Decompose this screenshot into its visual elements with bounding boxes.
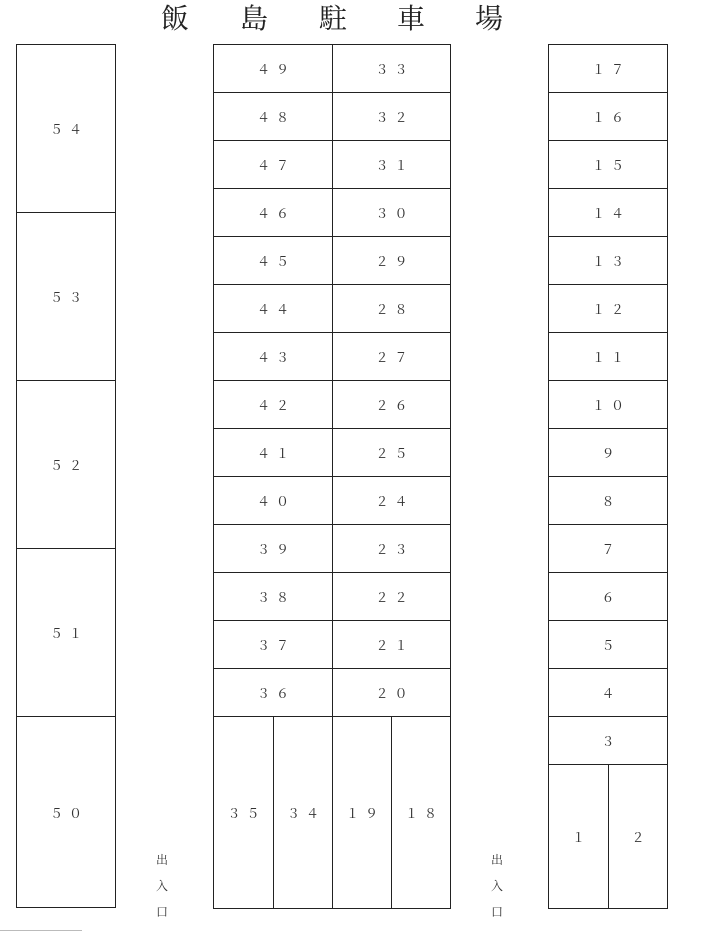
parking-space	[213, 236, 333, 285]
parking-space	[332, 44, 451, 93]
parking-space-number: ４	[601, 687, 621, 702]
parking-space	[213, 572, 333, 621]
parking-space-number: １４	[591, 207, 630, 222]
parking-space-number: ２８	[375, 303, 414, 318]
parking-space	[548, 764, 609, 909]
parking-space	[16, 380, 116, 549]
parking-space-number: ２５	[375, 447, 414, 462]
parking-space-number: ５３	[49, 291, 88, 306]
parking-space	[332, 332, 451, 381]
parking-space	[332, 572, 451, 621]
parking-space-number: ４６	[256, 207, 295, 222]
entrance-char: 入	[155, 879, 168, 893]
parking-space-number: ３８	[256, 591, 295, 606]
parking-space-number: ３０	[375, 207, 414, 222]
parking-space	[332, 284, 451, 333]
parking-space	[16, 212, 116, 381]
parking-space-number: ３１	[375, 159, 414, 174]
parking-space-number: ３	[601, 735, 621, 750]
parking-space	[213, 284, 333, 333]
parking-space-number: ４５	[256, 255, 295, 270]
title-char: 車	[396, 2, 426, 35]
parking-space-number: ４１	[256, 447, 295, 462]
entrance-label-left	[152, 847, 172, 925]
parking-space-number: ２１	[375, 639, 414, 654]
parking-space-number: ４２	[256, 399, 295, 414]
parking-space-number: ３３	[375, 63, 414, 78]
parking-space	[548, 92, 668, 141]
parking-space	[548, 44, 668, 93]
entrance-char: 出	[155, 853, 168, 867]
parking-space	[332, 140, 451, 189]
parking-space	[548, 524, 668, 573]
parking-space	[332, 620, 451, 669]
parking-space	[16, 44, 116, 213]
parking-space	[213, 716, 274, 909]
parking-space	[332, 524, 451, 573]
parking-space-number: ５	[601, 639, 621, 654]
parking-space-number: ３４	[286, 807, 325, 822]
parking-space	[332, 188, 451, 237]
parking-space	[548, 284, 668, 333]
parking-space-number: １３	[591, 255, 630, 270]
parking-space-number: ２４	[375, 495, 414, 510]
parking-space	[213, 668, 333, 717]
parking-space	[213, 476, 333, 525]
parking-space-number: ５０	[49, 806, 88, 822]
parking-space	[548, 428, 668, 477]
parking-space-number: ３７	[256, 639, 295, 654]
entrance-char: 入	[490, 879, 503, 893]
parking-space	[332, 236, 451, 285]
parking-space-number: ５１	[49, 627, 88, 642]
parking-space-number: １７	[591, 63, 630, 78]
parking-space-number: １９	[345, 807, 384, 822]
parking-space-number: １６	[591, 111, 630, 126]
parking-space-number: ４３	[256, 351, 295, 366]
parking-space-number: ４４	[256, 303, 295, 318]
title-char: 場	[474, 2, 504, 35]
parking-space-number: ４０	[256, 495, 295, 510]
parking-space-number: ４７	[256, 159, 295, 174]
parking-space-number: ３９	[256, 543, 295, 558]
parking-space	[213, 188, 333, 237]
entrance-char: 出	[490, 853, 503, 867]
parking-space-number: ７	[601, 543, 621, 558]
parking-space	[332, 428, 451, 477]
parking-space-number: ６	[601, 591, 621, 606]
parking-space	[548, 332, 668, 381]
parking-space-number: ２	[631, 831, 651, 846]
title-char: 島	[239, 2, 269, 35]
parking-space	[213, 92, 333, 141]
parking-space-number: １１	[591, 351, 630, 366]
parking-space	[391, 716, 451, 909]
parking-space-number: ８	[601, 495, 621, 510]
parking-space-number: ２６	[375, 399, 414, 414]
parking-space-number: ２７	[375, 351, 414, 366]
parking-space-number: １	[571, 831, 591, 846]
parking-space	[548, 572, 668, 621]
parking-space	[213, 428, 333, 477]
parking-space-number: ５２	[49, 459, 88, 474]
footnote-divider	[0, 930, 82, 931]
parking-space-number: １０	[591, 399, 630, 414]
parking-space-number: ３５	[227, 807, 266, 822]
parking-space-number: ２０	[375, 687, 414, 702]
parking-space	[332, 92, 451, 141]
parking-space	[332, 668, 451, 717]
parking-space-number: ５４	[49, 123, 88, 138]
parking-space-number: ２２	[375, 591, 414, 606]
parking-space	[213, 332, 333, 381]
parking-space-number: １８	[404, 807, 443, 822]
parking-space	[548, 140, 668, 189]
parking-space	[548, 236, 668, 285]
entrance-char: 口	[490, 905, 503, 919]
parking-space	[213, 44, 333, 93]
parking-space	[548, 620, 668, 669]
parking-space	[16, 716, 116, 908]
parking-space	[332, 476, 451, 525]
parking-space-number: ４８	[256, 111, 295, 126]
parking-space-number: １５	[591, 159, 630, 174]
parking-space	[213, 380, 333, 429]
parking-space	[608, 764, 668, 909]
parking-space	[548, 380, 668, 429]
parking-space	[548, 716, 668, 765]
parking-space	[548, 476, 668, 525]
parking-space-number: １２	[591, 303, 630, 318]
parking-lot-title	[0, 0, 701, 40]
parking-space-number: ４９	[256, 63, 295, 78]
parking-space	[213, 524, 333, 573]
entrance-label-right	[487, 847, 507, 925]
parking-space	[16, 548, 116, 717]
title-char: 飯	[160, 2, 190, 35]
parking-space	[548, 668, 668, 717]
parking-space	[213, 140, 333, 189]
title-char: 駐	[318, 2, 348, 35]
parking-space-number: ９	[601, 447, 621, 462]
parking-space	[213, 620, 333, 669]
parking-space	[273, 716, 333, 909]
parking-space	[548, 188, 668, 237]
parking-space-number: ３２	[375, 111, 414, 126]
parking-space-number: ３６	[256, 687, 295, 702]
entrance-char: 口	[155, 905, 168, 919]
parking-space-number: ２３	[375, 543, 414, 558]
parking-space	[332, 380, 451, 429]
parking-space	[332, 716, 392, 909]
parking-space-number: ２９	[375, 255, 414, 270]
